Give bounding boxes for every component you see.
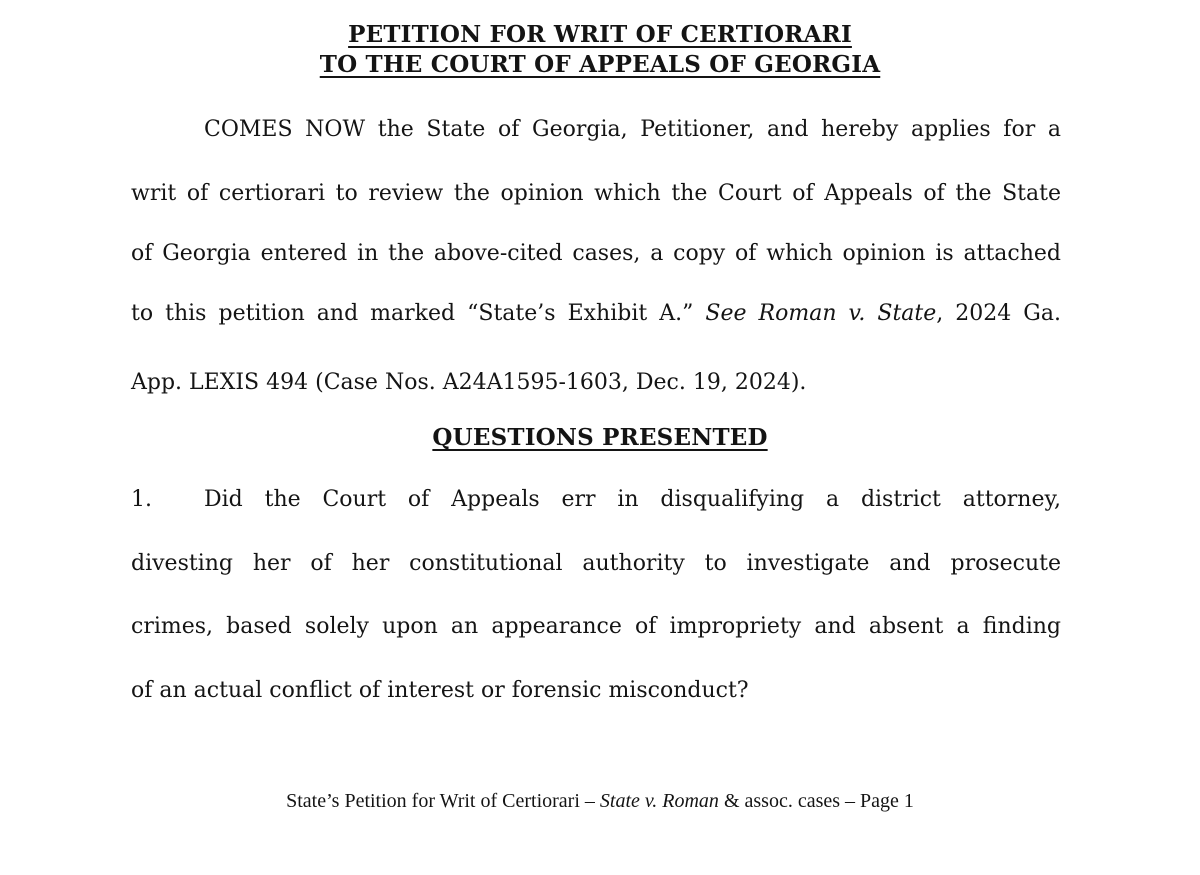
title-line-1: PETITION FOR WRIT OF CERTIORARI bbox=[348, 21, 852, 48]
intro-line-1: COMES NOW the State of Georgia, Petitioner, and hereby applies for a bbox=[204, 117, 1061, 142]
footer-case-name: State v. Roman bbox=[599, 790, 719, 812]
footer-text-1: State’s Petition for Writ of Certiorari – bbox=[286, 790, 600, 812]
intro-line-3: of Georgia entered in the above-cited cases, a copy of which opinion is attached bbox=[131, 241, 1061, 266]
question-number: 1. bbox=[131, 487, 152, 512]
intro-line-5: App. LEXIS 494 (Case Nos. A24A1595-1603, Dec. 19, 2024). bbox=[131, 370, 807, 395]
petition-title bbox=[0, 20, 1200, 80]
intro-line-4 bbox=[131, 299, 1061, 329]
footer-text-2: & assoc. cases – Page 1 bbox=[718, 790, 914, 812]
title-line-2: TO THE COURT OF APPEALS OF GEORGIA bbox=[319, 51, 881, 78]
intro-line-2: writ of certiorari to review the opinion which the Court of Appeals of the State bbox=[131, 181, 1061, 206]
question-line-1: Did the Court of Appeals err in disqualifying a district attorney, bbox=[204, 487, 1061, 512]
intro-line-4-text: to this petition and marked “State’s Exhibit A.” bbox=[131, 301, 706, 326]
questions-presented-heading bbox=[0, 423, 1200, 453]
question-line-4: of an actual conflict of interest or forensic misconduct? bbox=[131, 678, 749, 703]
questions-heading-text: QUESTIONS PRESENTED bbox=[432, 424, 768, 451]
question-line-2: divesting her of her constitutional authority to investigate and prosecute bbox=[131, 551, 1061, 576]
question-line-3: crimes, based solely upon an appearance of impropriety and absent a finding bbox=[131, 614, 1061, 639]
case-citation: See Roman v. State bbox=[705, 301, 937, 326]
page-footer bbox=[0, 788, 1200, 814]
intro-line-4-reporter: , 2024 Ga. bbox=[936, 301, 1061, 326]
